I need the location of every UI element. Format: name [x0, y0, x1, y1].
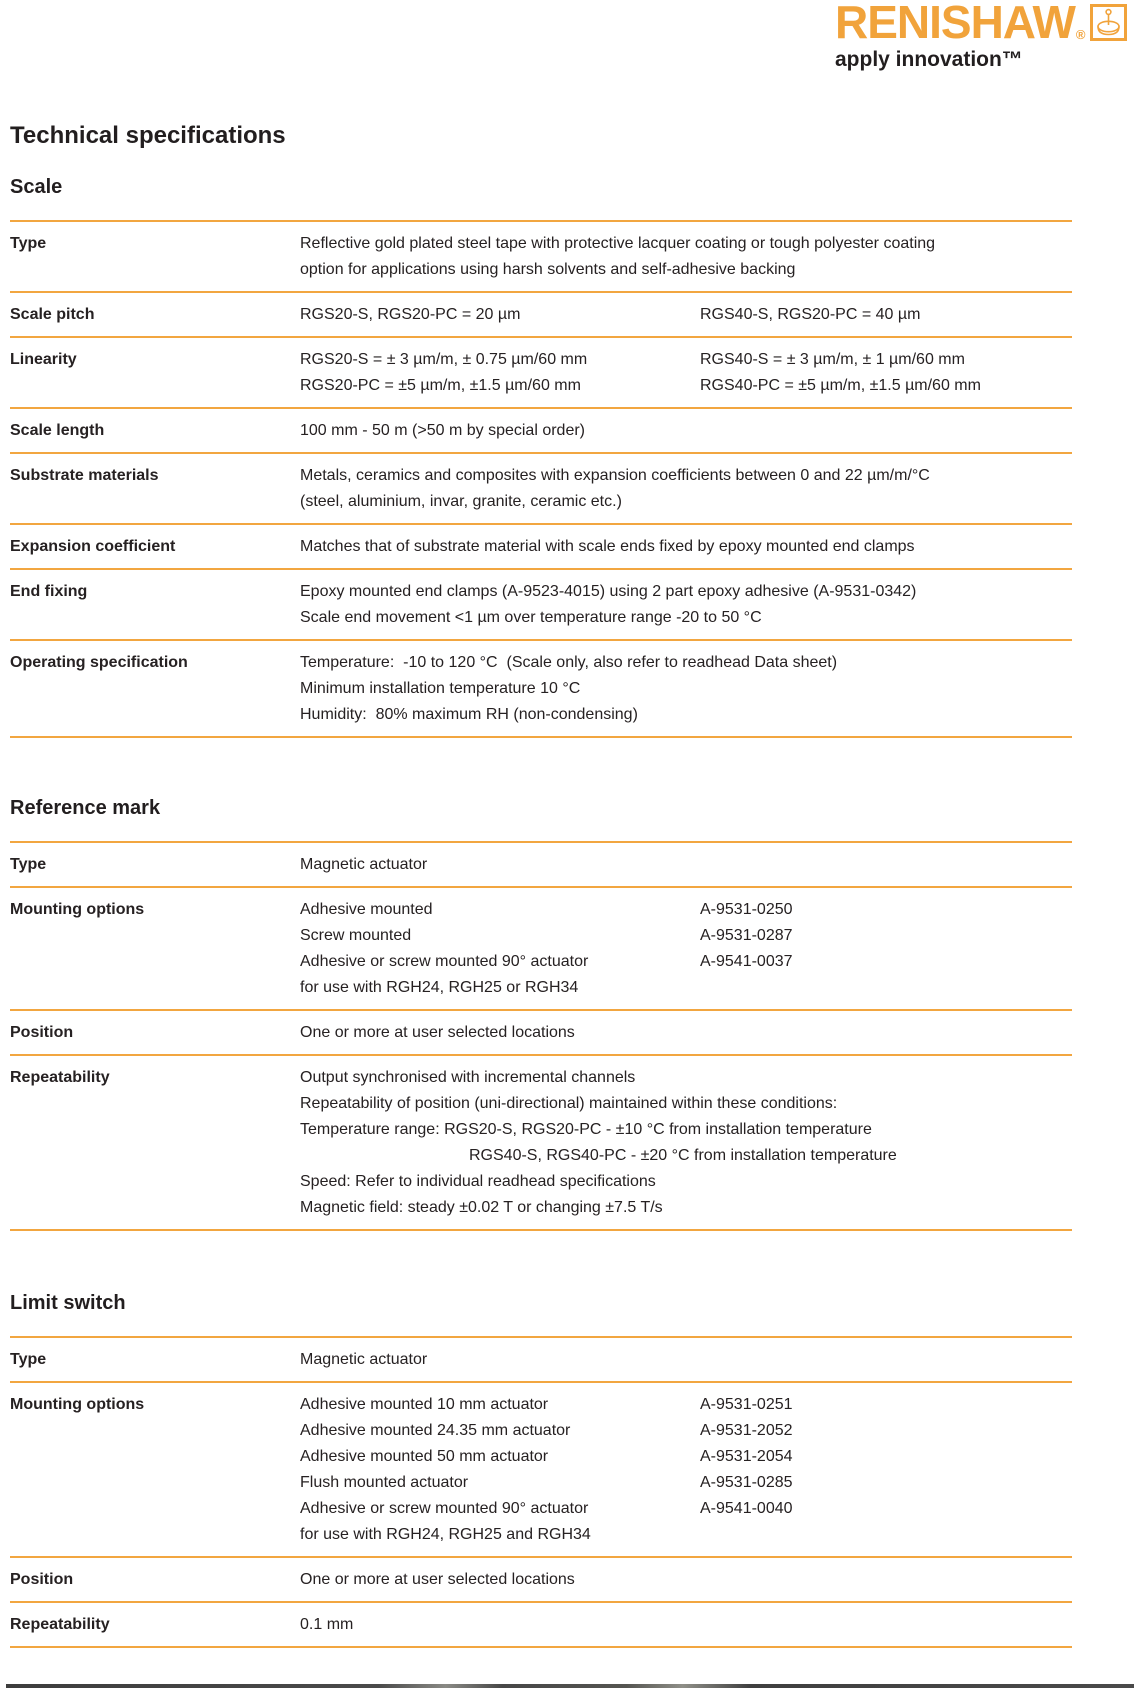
spec-label: Expansion coefficient: [10, 538, 176, 555]
spec-label: Repeatability: [10, 1069, 110, 1086]
row-expansion-coefficient: [10, 525, 1072, 570]
spec-value: [300, 1347, 1072, 1373]
rgs20-column: [300, 302, 700, 328]
reference-mark-rows: [10, 841, 1072, 1231]
value-line: 0.1 mm: [300, 1616, 354, 1633]
value-line: Scale end movement <1 µm over temperature range -20 to 50 °C: [300, 609, 762, 626]
spec-label: Mounting options: [10, 1396, 145, 1413]
spec-value: [300, 534, 1072, 560]
value-line: One or more at user selected locations: [300, 1571, 575, 1588]
part-number: A-9531-0250: [700, 901, 793, 918]
value-line: Humidity: 80% maximum RH (non-condensing): [300, 706, 638, 723]
part-number: A-9531-2054: [700, 1448, 793, 1465]
spec-value: [300, 650, 1072, 728]
page-header: [10, 0, 1086, 71]
page-bottom-image-strip: [6, 1684, 1134, 1688]
option-description: Adhesive mounted 50 mm actuator: [300, 1448, 549, 1465]
rgs20-column: [300, 347, 700, 399]
value-line: option for applications using harsh solvents and self-adhesive backing: [300, 261, 796, 278]
mount-option: [300, 923, 1072, 949]
option-description: for use with RGH24, RGH25 or RGH34: [300, 979, 579, 996]
row-end-fixing: [10, 570, 1072, 641]
spec-value: [300, 897, 1072, 1001]
spec-label: End fixing: [10, 583, 88, 600]
spec-label: Repeatability: [10, 1616, 110, 1633]
value-line: Magnetic field: steady ±0.02 T or changing ±7.5 T/s: [300, 1199, 663, 1216]
part-number: A-9531-0285: [700, 1474, 793, 1491]
row-scale-pitch: [10, 293, 1072, 338]
option-description: Adhesive mounted 24.35 mm actuator: [300, 1422, 571, 1439]
spec-label: Substrate materials: [10, 467, 159, 484]
spec-label: Linearity: [10, 351, 77, 368]
mount-option: [300, 1496, 1072, 1522]
row-mounting-options: [10, 888, 1072, 1011]
value-line: Output synchronised with incremental channels: [300, 1069, 636, 1086]
spec-label: Scale length: [10, 422, 105, 439]
option-description: Flush mounted actuator: [300, 1474, 469, 1491]
row-substrate-materials: [10, 454, 1072, 525]
value-line: RGS20-S = ± 3 µm/m, ± 0.75 µm/60 mm: [300, 351, 588, 368]
row-position: [10, 1558, 1072, 1603]
option-description: Adhesive mounted: [300, 901, 433, 918]
spec-value: [300, 1065, 1072, 1221]
part-number: [700, 1522, 1072, 1548]
row-position: [10, 1011, 1072, 1056]
spec-value: [300, 1567, 1072, 1593]
value-line: Epoxy mounted end clamps (A-9523-4015) using 2 part epoxy adhesive (A-9531-0342): [300, 583, 917, 600]
brand-wordmark: RENISHAW: [835, 0, 1075, 48]
value-line: Minimum installation temperature 10 °C: [300, 680, 581, 697]
row-operating-specification: [10, 641, 1072, 738]
value-line: Magnetic actuator: [300, 1351, 428, 1368]
value-line: RGS20-PC = ±5 µm/m, ±1.5 µm/60 mm: [300, 377, 581, 394]
spec-label: Operating specification: [10, 654, 188, 671]
mount-option: [300, 975, 1072, 1001]
spec-label: Mounting options: [10, 901, 145, 918]
part-number: A-9541-0040: [700, 1500, 793, 1517]
mount-option: [300, 897, 1072, 923]
section-heading-reference-mark: Reference mark: [10, 797, 161, 819]
value-line: Speed: Refer to individual readhead specifications: [300, 1173, 656, 1190]
brand-tagline: apply innovation™: [835, 48, 1023, 71]
value-line: RGS20-S, RGS20-PC = 20 µm: [300, 306, 521, 323]
mount-option: [300, 1470, 1072, 1496]
rgs40-column: [700, 302, 1072, 328]
renishaw-logo: [835, 2, 1140, 72]
spec-label: Type: [10, 1351, 47, 1368]
option-description: Screw mounted: [300, 927, 412, 944]
value-line: (steel, aluminium, invar, granite, ceramic etc.): [300, 493, 622, 510]
touch-probe-icon: [1090, 4, 1127, 41]
spec-value: [300, 1612, 1072, 1638]
option-description: Adhesive or screw mounted 90° actuator: [300, 953, 589, 970]
value-line: Metals, ceramics and composites with expansion coefficients between 0 and 22 µm/m/°C: [300, 467, 930, 484]
option-description: Adhesive or screw mounted 90° actuator: [300, 1500, 589, 1517]
spec-label: Position: [10, 1571, 74, 1588]
spec-label: Scale pitch: [10, 306, 95, 323]
value-line: 100 mm - 50 m (>50 m by special order): [300, 422, 585, 439]
mount-option: [300, 1392, 1072, 1418]
part-number: A-9531-2052: [700, 1422, 793, 1439]
value-line: RGS40-S, RGS20-PC = 40 µm: [700, 306, 921, 323]
spec-label: Type: [10, 235, 47, 252]
spec-value: [300, 463, 1072, 515]
part-number: A-9541-0037: [700, 953, 793, 970]
section-heading-limit-switch: Limit switch: [10, 1292, 126, 1314]
section-heading-scale: Scale: [10, 176, 63, 198]
mount-option: [300, 1522, 1072, 1548]
row-scale-length: [10, 409, 1072, 454]
spec-label: Position: [10, 1024, 74, 1041]
section-scale: [10, 175, 1072, 738]
spec-value: [300, 231, 1072, 283]
row-repeatability: [10, 1056, 1072, 1231]
part-number: [700, 975, 1072, 1001]
spec-value: [300, 1020, 1072, 1046]
limit-switch-rows: [10, 1336, 1072, 1648]
rgs40-column: [700, 347, 1072, 399]
value-line: RGS40-S, RGS40-PC - ±20 °C from installation temperature: [469, 1147, 897, 1164]
registered-trademark-symbol: ®: [1075, 27, 1086, 42]
spec-value: [300, 579, 1072, 631]
page-title: Technical specifications: [10, 122, 286, 149]
mount-option: [300, 1418, 1072, 1444]
row-type: [10, 222, 1072, 293]
scale-rows: [10, 220, 1072, 738]
value-line: Reflective gold plated steel tape with protective lacquer coating or tough polyester coating: [300, 235, 936, 252]
row-repeatability: [10, 1603, 1072, 1648]
section-reference-mark: [10, 796, 1072, 1231]
logo-row: [835, 0, 1140, 48]
mount-option: [300, 1444, 1072, 1470]
section-limit-switch: [10, 1291, 1072, 1648]
part-number: A-9531-0287: [700, 927, 793, 944]
option-description: for use with RGH24, RGH25 and RGH34: [300, 1526, 591, 1543]
row-mounting-options: [10, 1383, 1072, 1558]
part-number: A-9531-0251: [700, 1396, 793, 1413]
value-line: Temperature range: RGS20-S, RGS20-PC - ±10 °C from installation temperature: [300, 1121, 872, 1138]
value-line: RGS40-PC = ±5 µm/m, ±1.5 µm/60 mm: [700, 377, 981, 394]
spec-label: Type: [10, 856, 47, 873]
value-line: Temperature: -10 to 120 °C (Scale only, also refer to readhead Data sheet): [300, 654, 838, 671]
option-description: Adhesive mounted 10 mm actuator: [300, 1396, 549, 1413]
value-line: Repeatability of position (uni-directional) maintained within these conditions:: [300, 1095, 838, 1112]
spec-value: [300, 302, 1072, 328]
row-type: [10, 1338, 1072, 1383]
spec-value: [300, 418, 1072, 444]
spec-value: [300, 347, 1072, 399]
spec-value: [300, 1392, 1072, 1548]
value-line: One or more at user selected locations: [300, 1024, 575, 1041]
value-line: Matches that of substrate material with scale ends fixed by epoxy mounted end clamps: [300, 538, 915, 555]
mount-option: [300, 949, 1072, 975]
value-line: RGS40-S = ± 3 µm/m, ± 1 µm/60 mm: [700, 351, 965, 368]
spec-value: [300, 852, 1072, 878]
value-line: Magnetic actuator: [300, 856, 428, 873]
datasheet-page: [10, 0, 1086, 1648]
row-type: [10, 843, 1072, 888]
row-linearity: [10, 338, 1072, 409]
